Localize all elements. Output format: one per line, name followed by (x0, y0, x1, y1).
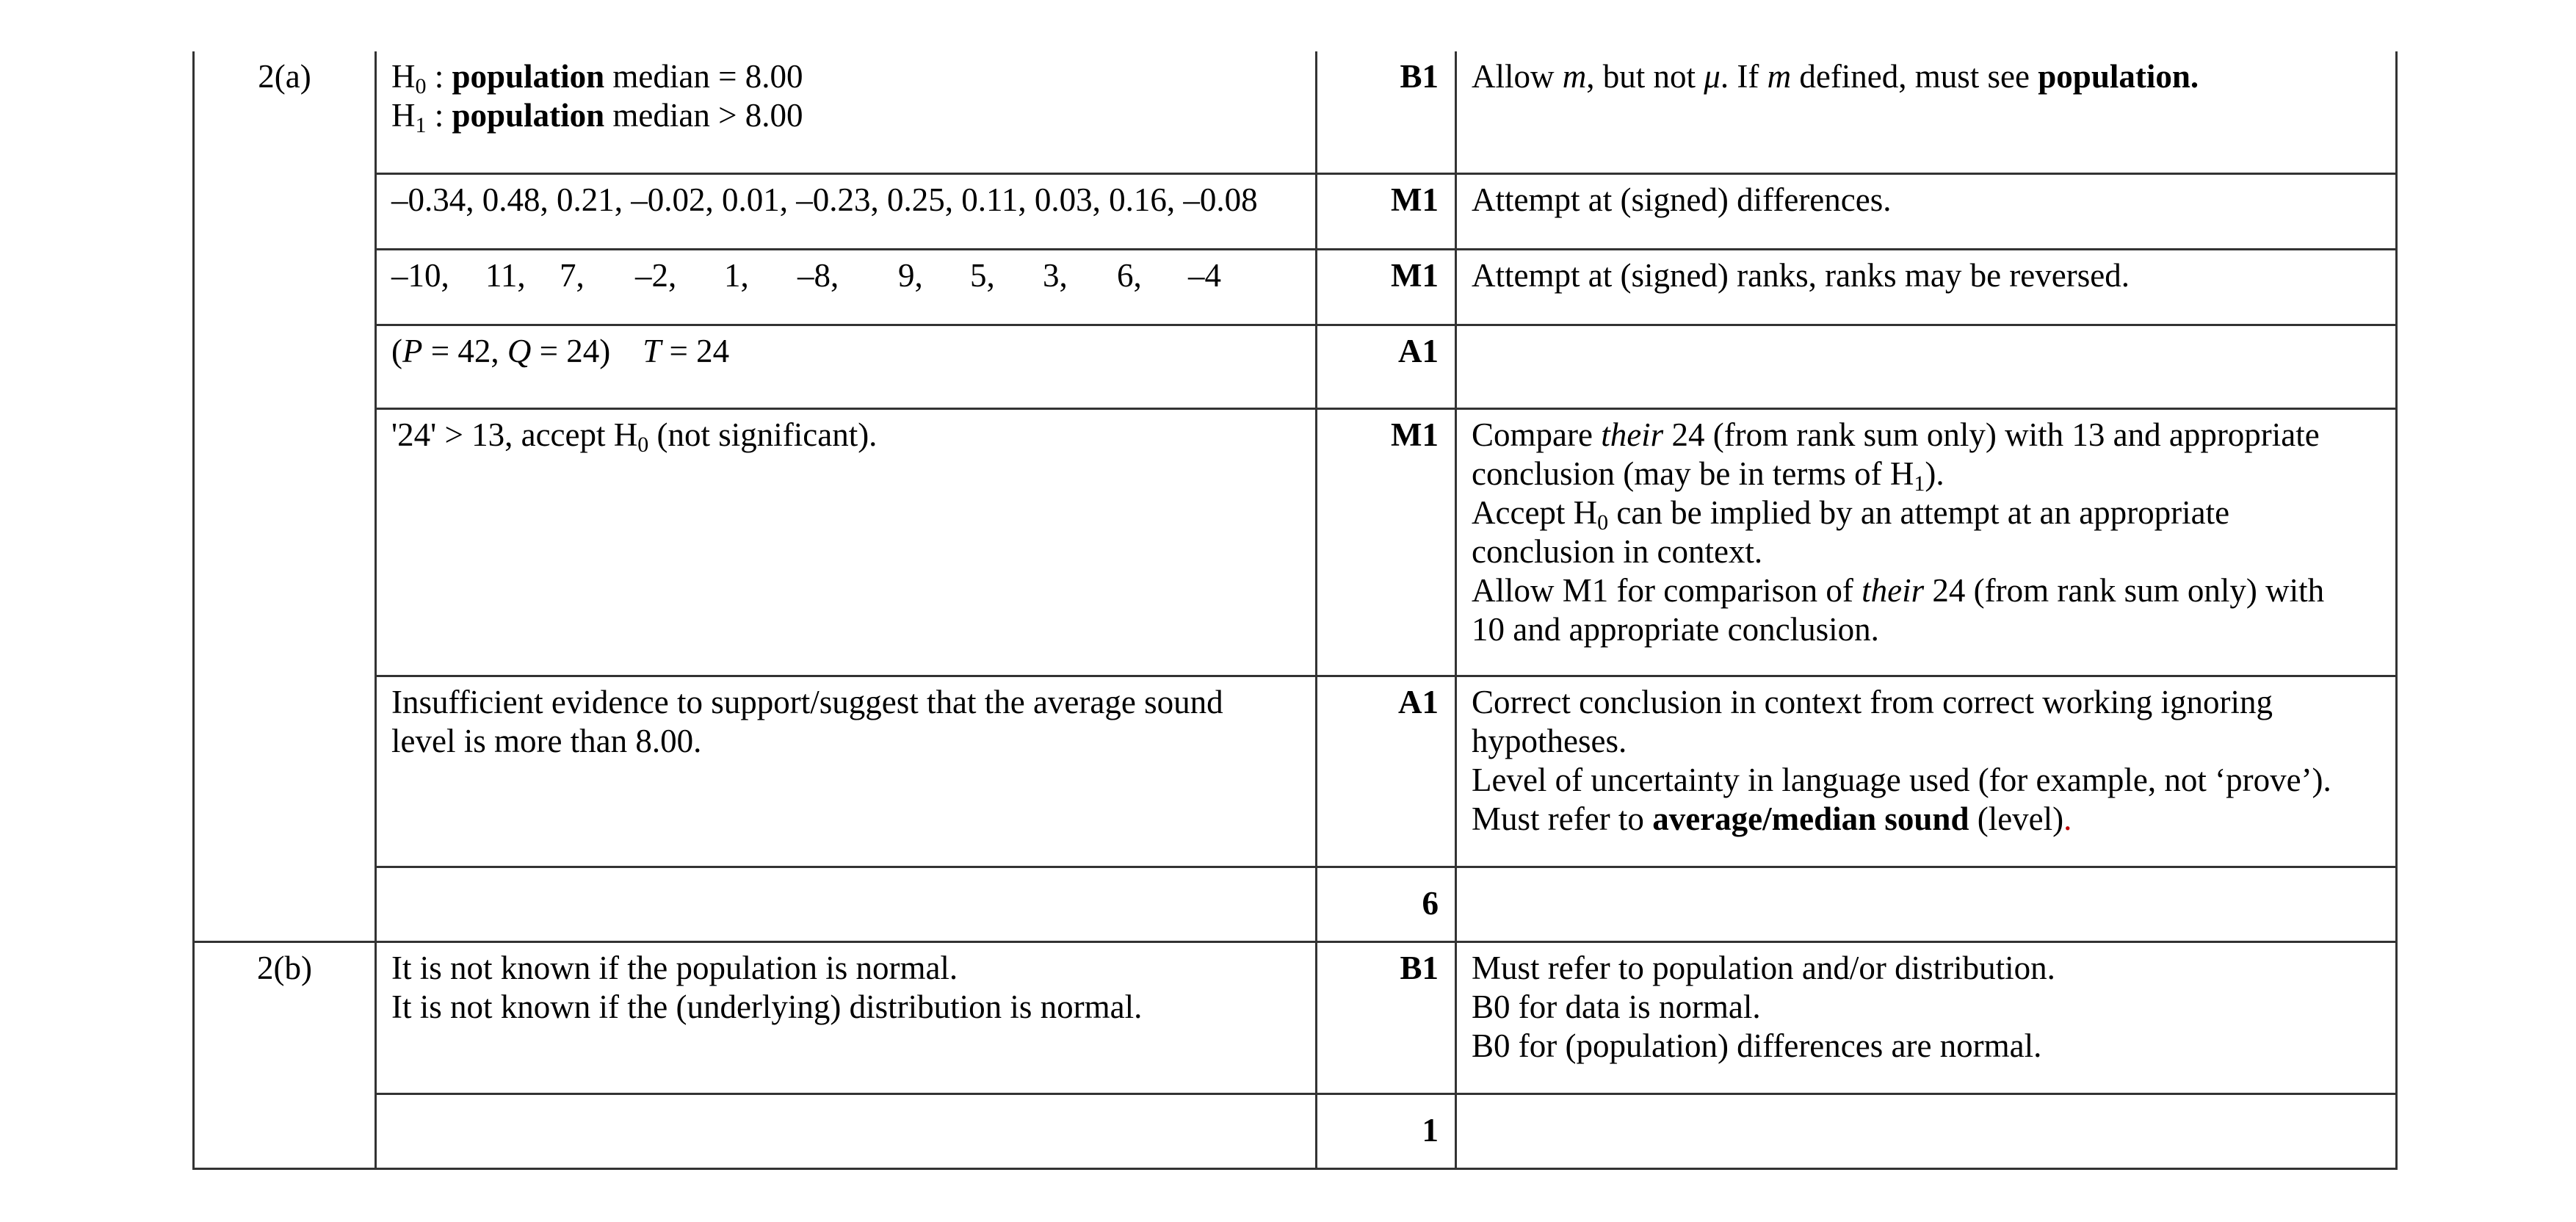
mark-a1-test-statistic: A1 (1317, 325, 1456, 408)
mark-b1-2b: B1 (1317, 941, 1456, 1093)
row-conclusion (194, 676, 2397, 867)
rank-value: 1, (724, 256, 749, 294)
mark-a1-conclusion: A1 (1317, 676, 1456, 867)
rank-value: 5, (970, 256, 995, 294)
answer-comparison: '24' > 13, accept $H_0$ (not significant). (376, 408, 1317, 676)
mark-m1-comparison: M1 (1317, 408, 1456, 676)
rank-value: 7, (560, 256, 585, 294)
mark-m1-ranks: M1 (1317, 249, 1456, 325)
total-marks-2a: 6 (1317, 867, 1456, 941)
answer-2b: It is not known if the population is normal. It is not known if the (underlying) distribution is normal. (376, 941, 1317, 1093)
rank-value: –10, (391, 256, 449, 294)
row-2b (194, 941, 2397, 1093)
rank-value: 3, (1043, 256, 1068, 294)
answer-test-statistic: (P = 42, Q = 24) T = 24 (376, 325, 1317, 408)
row-comparison (194, 408, 2397, 676)
guidance-comparison: Compare their 24 (from rank sum only) with 13 and appropriate conclusion (may be in terms of $H_1$). Accept $H_0$ can be implied by an attempt at an appropriate conclusion in context. Allow M1 for comparison of their 24 (from rank sum only) with 10 and appropriate conclusion. (1456, 408, 2397, 676)
total-marks-2b: 1 (1317, 1093, 1456, 1168)
guidance-test-statistic (1456, 325, 2397, 408)
guidance-differences: Attempt at (signed) differences. (1456, 173, 2397, 249)
question-number-2a: 2(a) (194, 51, 376, 941)
guidance-conclusion: Correct conclusion in context from correct working ignoring hypotheses. Level of uncertainty in language used (for example, not ‘prove’). Must refer to average/median sound (level). (1456, 676, 2397, 867)
mark-scheme-table (192, 51, 2398, 1170)
row-hypotheses (194, 51, 2397, 173)
mark-b1-hypotheses: B1 (1317, 51, 1456, 173)
mark-m1-differences: M1 (1317, 173, 1456, 249)
row-total-2a (194, 867, 2397, 941)
question-number-2b: 2(b) (194, 941, 376, 1168)
row-differences (194, 173, 2397, 249)
h1-line: $H_1$ : population median > 8.00 (391, 97, 803, 137)
answer-differences: –0.34, 0.48, 0.21, –0.02, 0.01, –0.23, 0.25, 0.11, 0.03, 0.16, –0.08 (376, 173, 1317, 249)
rank-value: 11, (485, 256, 526, 294)
row-total-2b (194, 1093, 2397, 1168)
row-ranks (194, 249, 2397, 325)
answer-conclusion: Insufficient evidence to support/suggest that the average sound level is more than 8.00. (376, 676, 1317, 867)
rank-value: 6, (1117, 256, 1142, 294)
guidance-2b: Must refer to population and/or distribution. B0 for data is normal. B0 for (population) differences are normal. (1456, 941, 2397, 1093)
guidance-hypotheses: Allow m, but not μ. If m defined, must see population. (1456, 51, 2397, 173)
answer-hypotheses (376, 51, 1317, 173)
guidance-ranks: Attempt at (signed) ranks, ranks may be reversed. (1456, 249, 2397, 325)
rank-value: –8, (797, 256, 839, 294)
rank-value: 9, (898, 256, 923, 294)
h0-line: $H_0$ : population median = 8.00 (391, 58, 803, 98)
answer-ranks (376, 249, 1317, 325)
row-test-statistic (194, 325, 2397, 408)
rank-value: –4 (1188, 256, 1221, 294)
rank-value: –2, (635, 256, 677, 294)
